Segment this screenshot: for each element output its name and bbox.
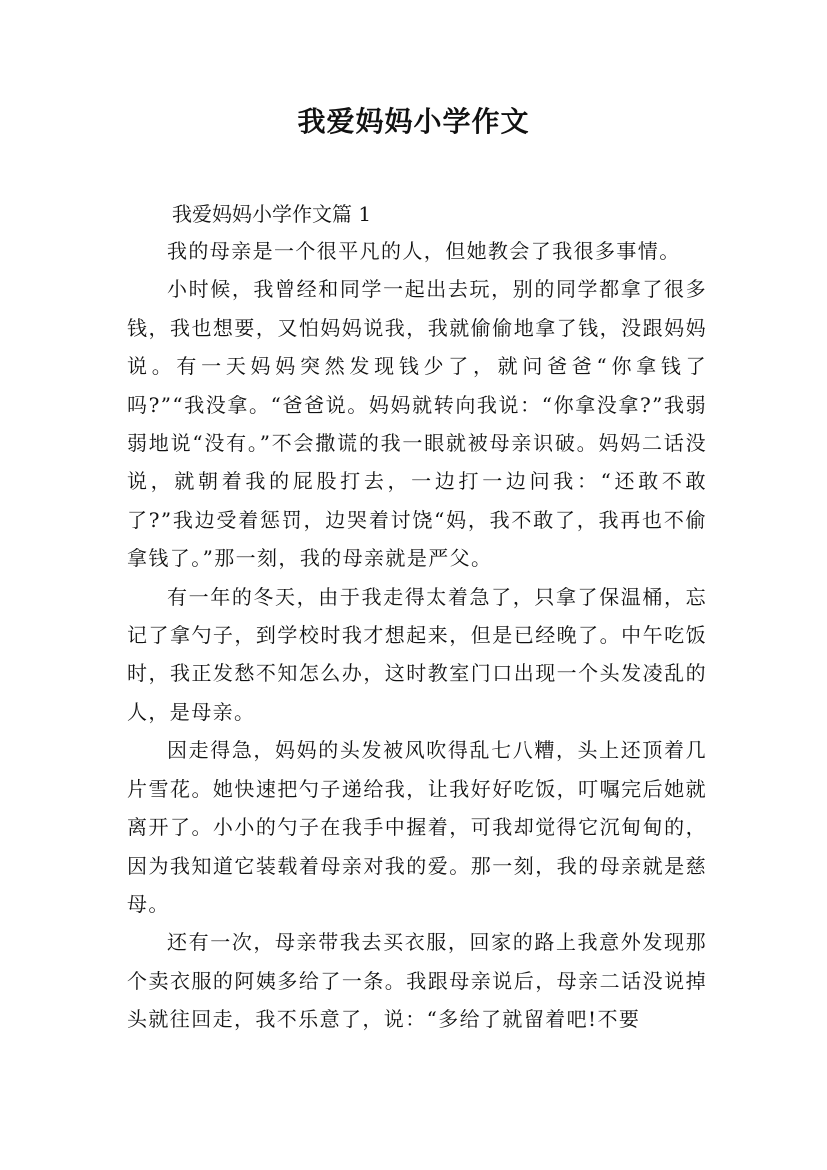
document-title: 我爱妈妈小学作文 [297, 105, 530, 138]
paragraph-4: 因走得急，妈妈的头发被风吹得乱七八糟，头上还顶着几片雪花。她快速把勺子递给我，让我好好吃饭，叮嘱完后她就离开了。小小的勺子在我手中握着，可我却觉得它沉甸甸的，因为我知道它装载着母亲对我的爱。那一刻，我的母亲就是慈母。 [127, 738, 707, 916]
paragraph-2: 小时候，我曾经和同学一起出去玩，别的同学都拿了很多钱，我也想要，又怕妈妈说我，我就偷偷地拿了钱，没跟妈妈说。有一天妈妈突然发现钱少了，就问爸爸“你拿钱了吗?”“我没拿。“爸爸说。妈妈就转向我说：“你拿没拿?”我弱弱地说“没有。”不会撒谎的我一眼就被母亲识破。妈妈二话没说，就朝着我的屁股打去，一边打一边问我：“还敢不敢了?”我边受着惩罚，边哭着讨饶“妈，我不敢了，我再也不偷拿钱了。”那一刻，我的母亲就是严父。 [127, 277, 707, 571]
document-body [127, 232, 707, 1039]
paragraph-1: 我的母亲是一个很平凡的人，但她教会了我很多事情。 [167, 239, 681, 263]
paragraph-5: 还有一次，母亲带我去买衣服，回家的路上我意外发现那个卖衣服的阿姨多给了一条。我跟母亲说后，母亲二话没说掉头就往回走，我不乐意了，说：“多给了就留着吧!不要 [127, 930, 707, 1032]
section-heading: 我爱妈妈小学作文篇 1 [172, 202, 372, 226]
paragraph-3: 有一年的冬天，由于我走得太着急了，只拿了保温桶，忘记了拿勺子，到学校时我才想起来，但是已经晚了。中午吃饭时，我正发愁不知怎么办，这时教室门口出现一个头发凌乱的人，是母亲。 [127, 584, 707, 724]
